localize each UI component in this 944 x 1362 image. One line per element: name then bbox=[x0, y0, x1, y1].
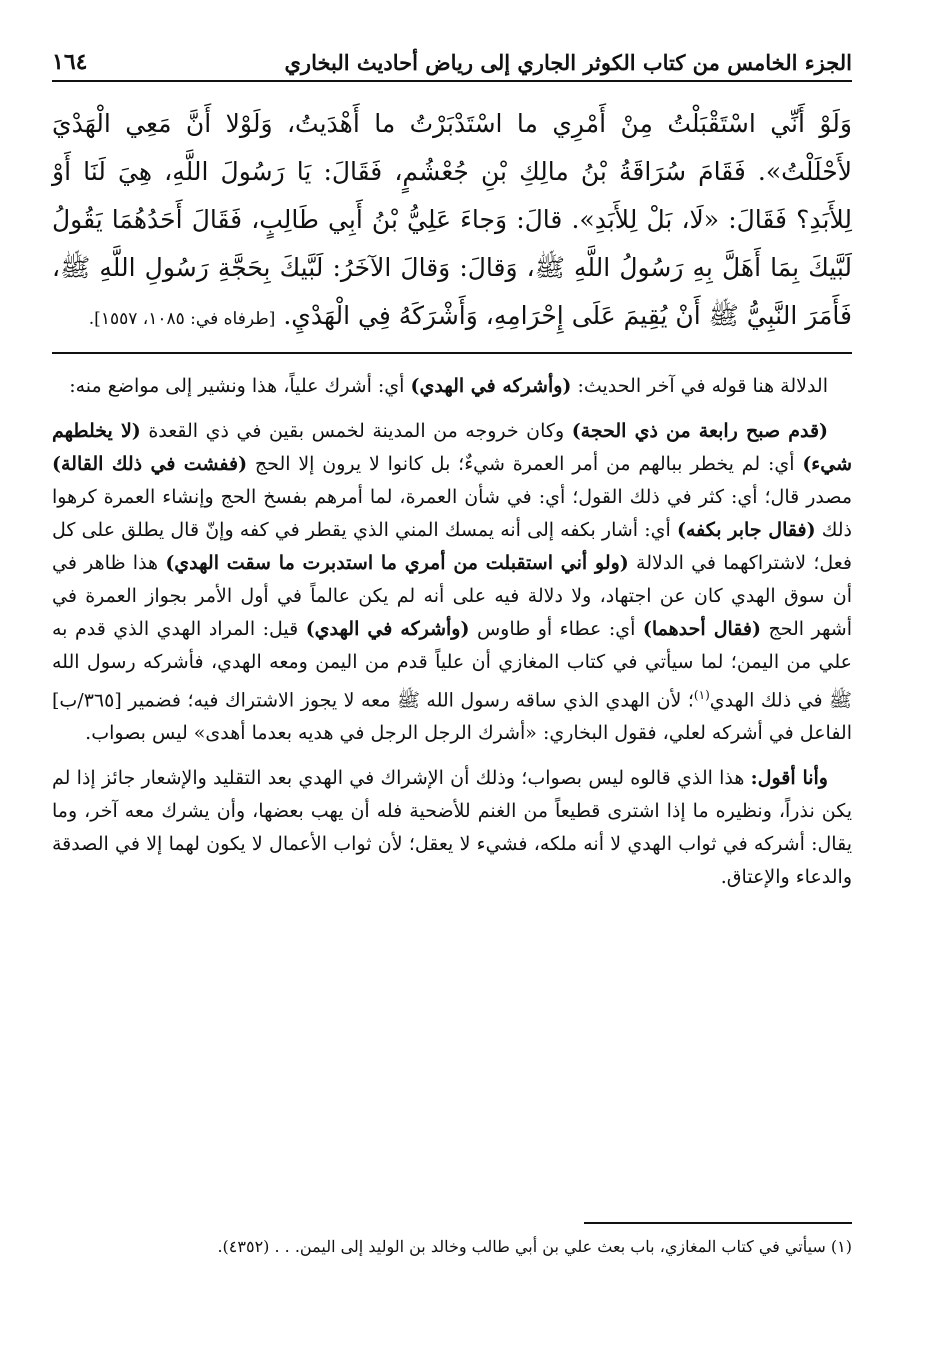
commentary-paragraph bbox=[52, 370, 852, 403]
commentary-text: مصدر قال؛ أي: كثر في ذلك القول؛ أي: في شأن العمرة، لما أمرهم بفسخ الحج وإنشاء العمرة كرهوا ذلك bbox=[52, 486, 852, 541]
page-number: ١٦٤ bbox=[52, 49, 88, 75]
running-header bbox=[52, 44, 852, 82]
hadith-text-block bbox=[52, 100, 852, 343]
commentary-text: أي: عطاء أو طاوس bbox=[469, 618, 643, 640]
commentary-text: أي: أشرك علياً، هذا ونشير إلى مواضع منه: bbox=[69, 375, 411, 397]
footnote-divider bbox=[584, 1222, 852, 1224]
footnote-text: سيأتي في كتاب المغازي، باب بعث علي بن أبي طالب وخالد بن الوليد إلى اليمن. . . (٤٣٥٢). bbox=[217, 1237, 826, 1256]
footnote-number: (١) bbox=[830, 1237, 852, 1256]
quoted-phrase: (ففشت في ذلك القالة) bbox=[52, 453, 248, 475]
quoted-phrase: (وأشركه في الهدي) bbox=[305, 618, 470, 640]
commentary-text: وكان خروجه من المدينة لخمس بقين في ذي القعدة bbox=[140, 420, 572, 442]
author-opinion-label: وأنا أقول: bbox=[750, 767, 828, 790]
section-divider bbox=[52, 352, 852, 354]
commentary-paragraph bbox=[52, 415, 852, 750]
commentary-paragraph bbox=[52, 762, 852, 894]
quoted-phrase: (قدم صبح رابعة من ذي الحجة) bbox=[571, 420, 829, 442]
commentary-text: ؛ لأن الهدي الذي ساقه رسول الله ﷺ معه لا يجوز الاشتراك فيه؛ فضمير [٣٦٥/ب] الفاعل في أشركه لعلي، فقول البخاري: «أشرك الرجل الرجل في هديه بعدما أهدى» ليس بصواب. bbox=[52, 689, 852, 745]
commentary-text: قيل: المراد الهدي الذي قدم به علي من اليمن؛ لما سيأتي في كتاب المغازي أن علياً قدم من اليمن ومعه الهدي، فأشركه رسول الله ﷺ في ذلك الهدي bbox=[52, 618, 852, 712]
quoted-phrase: (فقال جابر بكفه) bbox=[676, 519, 816, 541]
quoted-phrase: (وأشركه في الهدي) bbox=[410, 375, 572, 397]
commentary-text: أي: لم يخطر ببالهم من أمر العمرة شيءٌ؛ بل كانوا لا يرون إلا الحج bbox=[247, 453, 803, 475]
hadith-text: وَلَوْ أَنِّي اسْتَقْبَلْتُ مِنْ أَمْرِي ما اسْتَدْبَرْتُ ما أَهْدَيتُ، وَلَوْلا أَنَّ مَعِي الْهَدْيَ لأَحْلَلْتُ». فَقَامَ سُرَاقَةُ بْنُ مالِكِ بْنِ جُعْشُمٍ، فَقَالَ: يَا رَسُولَ اللَّهِ، هِيَ لَنَا أَوْ لِلأَبَدِ؟ فَقَالَ: «لَا، بَلْ لِلأَبَدِ». قالَ: وَجاءَ عَلِيُّ بْنُ أَبِي طَالِبٍ، فَقَالَ أَحَدُهُمَا يَقُولُ لَبَّيكَ بِمَا أَهَلَّ بِهِ رَسُولُ اللَّهِ ﷺ، وَقالَ: وَقالَ الآخَرُ: لَبَّيكَ بِحَجَّةِ رَسُولِ اللَّهِ ﷺ، فَأَمَرَ النَّبِيُّ ﷺ أَنْ يُقِيمَ عَلَى إِحْرَامِهِ، وَأَشْرَكَهُ فِي الْهَدْيِ. bbox=[52, 109, 852, 330]
commentary-text: هذا ظاهر في أن سوق الهدي كان عن اجتهاد، ولا دلالة فيه على أنه لم يكن عالماً في أول الأمر بجواز العمرة في أشهر الحج bbox=[52, 552, 852, 640]
commentary-text: هذا الذي قالوه ليس بصواب؛ وذلك أن الإشراك في الهدي بعد التقليد والإشعار جائز إذا لم يكن نذراً، ونظيره ما إذا اشترى قطيعاً من الغنم للأضحية فله أن يهب بعضها، وأن يشرك معه آخر، وما يقال: أشركه في ثواب الهدي لا أنه ملكه، فشيء لا يعقل؛ لأن ثواب الأعمال لا يكون لهما إلا في الصدقة والدعاء والإعتاق. bbox=[52, 767, 852, 889]
commentary-text: الدلالة هنا قوله في آخر الحديث: bbox=[571, 375, 828, 397]
commentary-text: أي: أشار بكفه إلى أنه يمسك المني الذي يقطر في كفه وإنّ قال يطلق على كل فعل؛ لاشتراكهما في الدلالة bbox=[52, 519, 852, 574]
footnote bbox=[52, 1234, 852, 1260]
hadith-reference: [طرفاه في: ١٠٨٥، ١٥٥٧]. bbox=[88, 309, 276, 329]
header-title: الجزء الخامس من كتاب الكوثر الجاري إلى رياض أحاديث البخاري bbox=[284, 49, 852, 75]
quoted-phrase: (ولو أني استقبلت من أمري ما استدبرت ما سقت الهدي) bbox=[165, 552, 629, 574]
footnote-marker[interactable]: (١) bbox=[693, 688, 710, 702]
quoted-phrase: (لا يخلطهم شيء) bbox=[52, 420, 852, 475]
quoted-phrase: (فقال أحدهما) bbox=[642, 618, 761, 640]
commentary-block bbox=[52, 370, 852, 906]
